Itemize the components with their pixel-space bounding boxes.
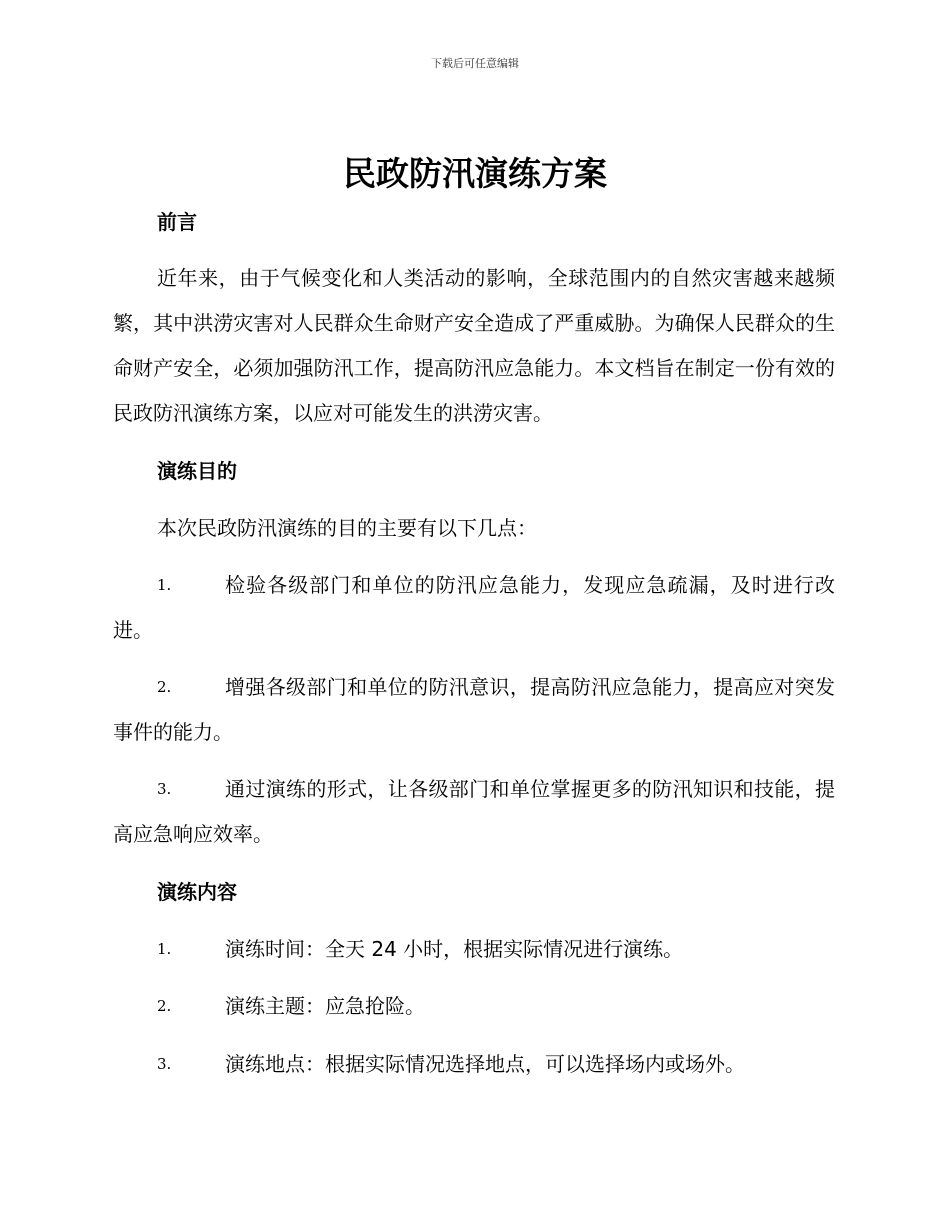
section-heading-purpose: 演练目的 [157, 459, 237, 483]
list-item-number: 1. [157, 576, 172, 594]
list-item-text: 演练主题：应急抢险。 [225, 994, 425, 1018]
list-item-text: 通过演练的形式，让各级部门和单位掌握更多的防汛知识和技能，提高应急响应效率。 [113, 777, 835, 846]
list-item-number: 3. [157, 780, 172, 798]
list-item-text: 演练时间：全天 24 小时，根据实际情况进行演练。 [225, 937, 684, 961]
header-note: 下载后可任意编辑 [431, 57, 519, 70]
list-item [113, 1042, 835, 1087]
list-item [113, 665, 835, 755]
list-item-number: 2. [157, 997, 172, 1015]
purpose-intro: 本次民政防汛演练的目的主要有以下几点： [157, 516, 537, 540]
list-item-text: 检验各级部门和单位的防汛应急能力，发现应急疏漏，及时进行改进。 [113, 573, 835, 642]
list-item-text: 演练地点：根据实际情况选择地点，可以选择场内或场外。 [225, 1052, 745, 1076]
section-heading-preface: 前言 [157, 210, 197, 234]
list-item [113, 927, 835, 972]
section-heading-content: 演练内容 [157, 880, 237, 904]
list-item-number: 2. [157, 678, 172, 696]
list-item [113, 563, 835, 653]
list-item-number: 1. [157, 940, 172, 958]
list-item-text: 增强各级部门和单位的防汛意识，提高防汛应急能力，提高应对突发事件的能力。 [113, 675, 835, 744]
list-item [113, 984, 835, 1029]
preface-paragraph: 近年来，由于气候变化和人类活动的影响，全球范围内的自然灾害越来越频繁，其中洪涝灾害对人民群众生命财产安全造成了严重威胁。为确保人民群众的生命财产安全，必须加强防汛工作，提高防汛应急能力。本文档旨在制定一份有效的民政防汛演练方案，以应对可能发生的洪涝灾害。 [113, 266, 835, 425]
document-title: 民政防汛演练方案 [343, 154, 607, 193]
list-item-number: 3. [157, 1055, 172, 1073]
list-item [113, 767, 835, 857]
